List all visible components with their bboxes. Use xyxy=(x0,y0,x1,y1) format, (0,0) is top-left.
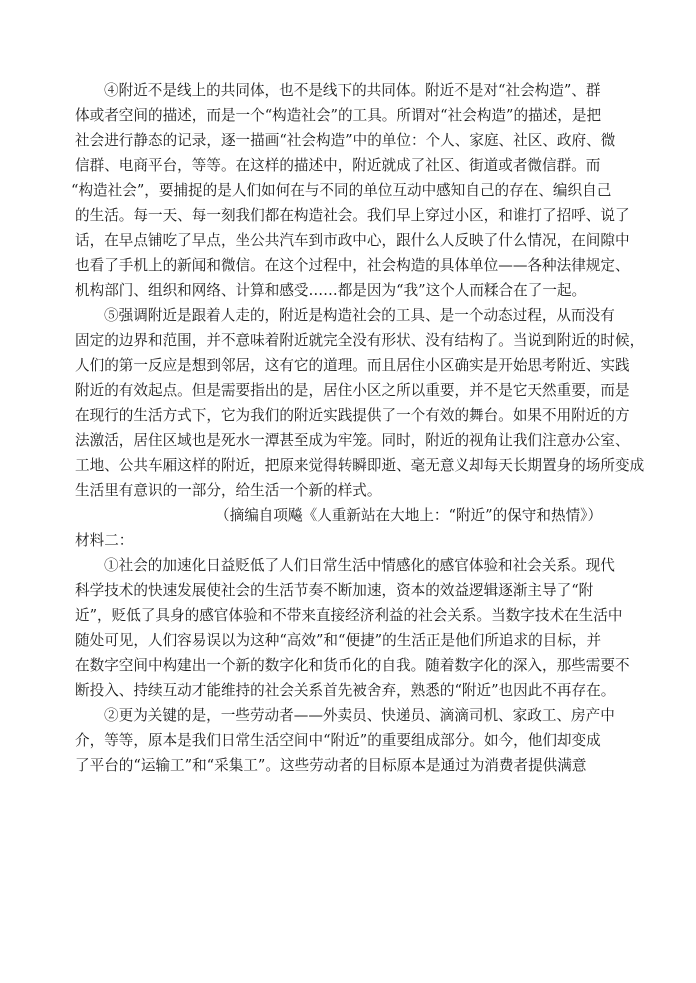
text-line: 工地、公共车厢这样的附近，把原来觉得转瞬即逝、毫无意义却每天长期置身的场所变成 xyxy=(75,457,645,474)
text-line: ⑤强调附近是跟着人走的，附近是构造社会的工具、是一个动态过程，从而没有 xyxy=(104,307,615,324)
text-line: ①社会的加速化日益贬低了人们日常生活中情感化的感官体验和社会关系。现代 xyxy=(104,557,615,574)
text-line: 机构部门、组织和网络、计算和感受……都是因为“我”这个人而糅合在了一起。 xyxy=(75,282,587,299)
text-line: 在现行的生活方式下，它为我们的附近实践提供了一个有效的舞台。如果不用附近的方 xyxy=(75,407,630,424)
text-line: 也看了手机上的新闻和微信。在这个过程中，社会构造的具体单位——各种法律规定、 xyxy=(75,257,630,274)
text-line: 信群、电商平台，等等。在这样的描述中，附近就成了社区、街道或者微信群。而 xyxy=(75,157,601,174)
text-line: 法激活，居住区域也是死水一潭甚至成为牢笼。同时，附近的视角让我们注意办公室、 xyxy=(75,432,630,449)
text-line: 的生活。每一天、每一刻我们都在构造社会。我们早上穿过小区，和谁打了招呼、说了 xyxy=(75,207,630,224)
text-line: “构造社会”，要捕捉的是人们如何在与不同的单位互动中感知自己的存在、编织自己 xyxy=(71,182,612,199)
section-heading: 材料二： xyxy=(75,532,134,549)
text-line: 体或者空间的描述，而是一个“构造社会”的工具。所谓对“社会构造”的描述，是把 xyxy=(75,107,602,124)
text-line: 人们的第一反应是想到邻居，这有它的道理。而且居住小区确实是开始思考附近、实践 xyxy=(75,357,630,374)
text-line: 介，等等，原本是我们日常生活空间中“附近”的重要组成部分。如今，他们却变成 xyxy=(75,732,601,749)
text-line: 在数字空间中构建出一个新的数字化和货币化的自我。随着数字化的深入，那些需要不 xyxy=(75,657,630,674)
text-line: 科学技术的快速发展使社会的生活节奏不断加速，资本的效益逻辑逐渐主导了“附 xyxy=(75,582,594,599)
text-line: 生活里有意识的一部分，给生活一个新的样式。 xyxy=(75,482,382,499)
text-line: 话，在早点铺吃了早点，坐公共汽车到市政中心，跟什么人反映了什么情况，在间隙中 xyxy=(75,232,630,249)
text-line: 附近的有效起点。但是需要指出的是，居住小区之所以重要，并不是它天然重要，而是 xyxy=(75,382,630,399)
text-line: ②更为关键的是，一些劳动者——外卖员、快递员、滴滴司机、家政工、房产中 xyxy=(104,707,615,724)
text-line: 固定的边界和范围，并不意味着附近就完全没有形状、没有结构了。当说到附近的时候， xyxy=(75,332,645,349)
text-line: 社会进行静态的记录，逐一描画“社会构造”中的单位：个人、家庭、社区、政府、微 xyxy=(75,132,616,149)
text-line: 近”，贬低了具身的感官体验和不带来直接经济利益的社会关系。当数字技术在生活中 xyxy=(75,607,623,624)
text-line: ④附近不是线上的共同体，也不是线下的共同体。附近不是对“社会构造”、群 xyxy=(104,82,601,99)
text-line: 随处可见，人们容易误以为这种“高效”和“便捷”的生活正是他们所追求的目标，并 xyxy=(75,632,602,649)
text-line: 了平台的“运输工”和“采集工”。这些劳动者的目标原本是通过为消费者提供满意 xyxy=(75,757,587,774)
text-line: 断投入、持续互动才能维持的社会关系首先被舍弃，熟悉的“附近”也因此不再存在。 xyxy=(75,682,616,699)
source-citation: （摘编自项飚《人重新站在大地上：“附近”的保守和热情》） xyxy=(215,507,603,524)
